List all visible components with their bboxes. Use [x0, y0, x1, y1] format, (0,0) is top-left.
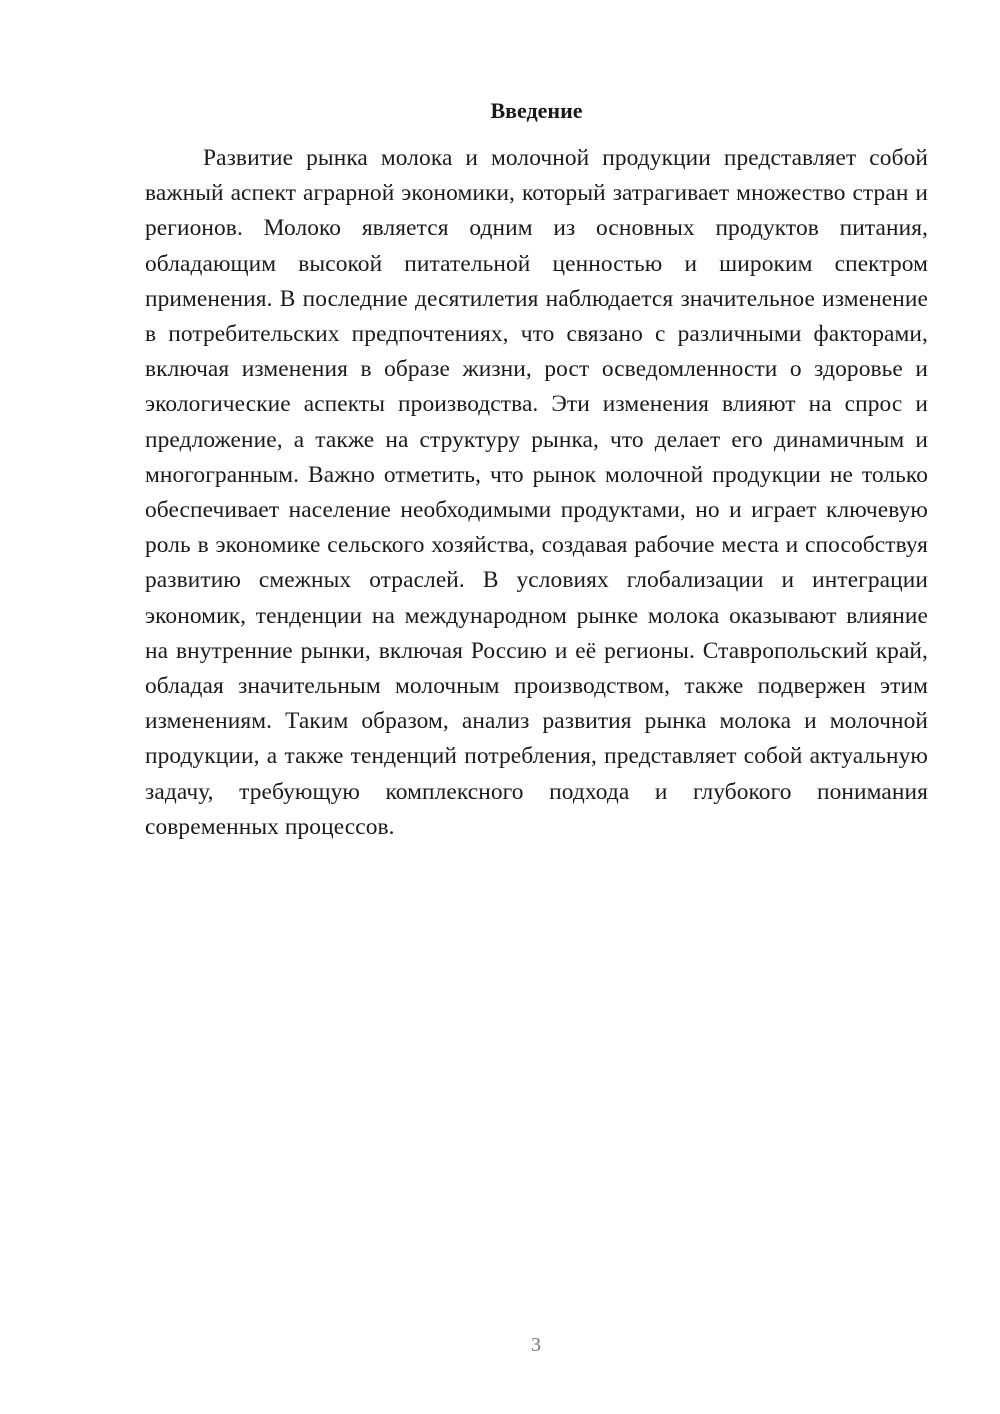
body-paragraph: Развитие рынка молока и молочной продукции представляет собой важный аспект аграрной экономики, который затрагивает множество стран и регионов. Молоко является одним из основных продуктов питания, обладающим высокой питательной ценностью и широким спектром применения. В последние десятилетия наблюдается значительное изменение в потребительских предпочтениях, что связано с различными факторами, включая изменения в образе жизни, рост осведомленности о здоровье и экологические аспекты производства. Эти изменения влияют на спрос и предложение, а также на структуру рынка, что делает его динамичным и многогранным. Важно отметить, что рынок молочной продукции не только обеспечивает население необходимыми продуктами, но и играет ключевую роль в экономике сельского хозяйства, создавая рабочие места и способствуя развитию смежных отраслей. В условиях глобализации и интеграции экономик, тенденции на международном рынке молока оказывают влияние на внутренние рынки, включая Россию и её регионы. Ставропольский край, обладая значительным молочным производством, также подвержен этим изменениям. Таким образом, анализ развития рынка молока и молочной продукции, а также тенденций потребления, представляет собой актуальную задачу, требующую комплексного подхода и глубокого понимания современных процессов.	[145, 145, 928, 840]
page-number: 3	[531, 1334, 541, 1356]
section-heading: Введение	[490, 98, 583, 123]
